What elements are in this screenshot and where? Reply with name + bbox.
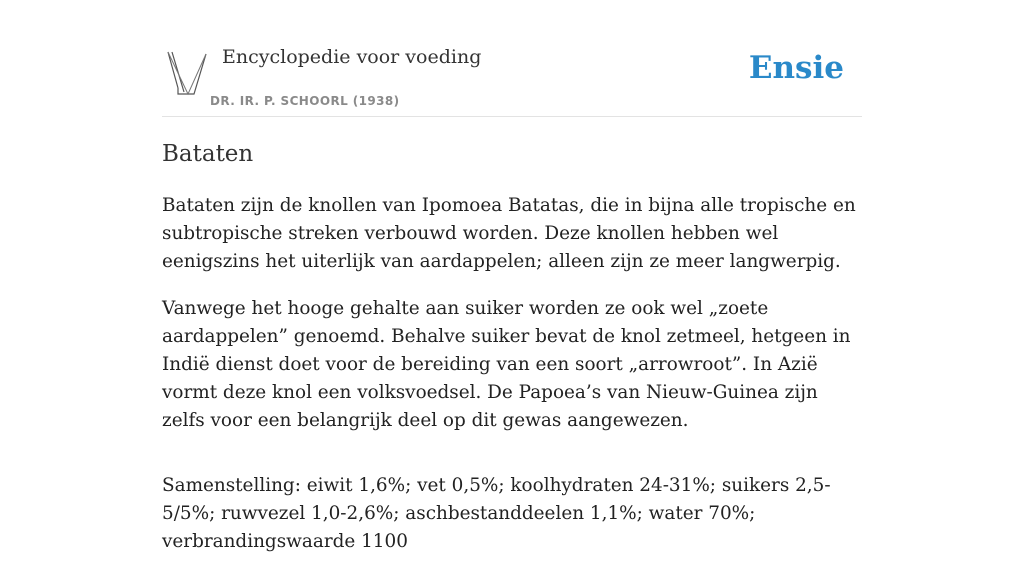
encyclopedia-logo-icon bbox=[164, 48, 210, 98]
publication-author: DR. IR. P. SCHOORL (1938) bbox=[210, 94, 400, 108]
publication-title: Encyclopedie voor voeding bbox=[222, 46, 482, 68]
header bbox=[162, 0, 862, 117]
article-paragraph: Bataten zijn de knollen van Ipomoea Batatas, die in bijna alle tropische en subtropische streken verbouwd worden. Deze knollen hebben wel eenigszins het uiterlijk van aardappelen; alleen zijn ze meer langwerpig. bbox=[162, 195, 856, 272]
article-body bbox=[162, 192, 862, 575]
article-title: Bataten bbox=[162, 141, 254, 167]
article-paragraph: Vanwege het hooge gehalte aan suiker worden ze ook wel „zoete aardappelen” genoemd. Behalve suiker bevat de knol zetmeel, hetgeen in Indië dienst doet voor de bereiding van een soort „arrowroot”. In Azië vormt deze knol een volksvoedsel. De Papoea’s van Nieuw-Guinea zijn zelfs voor een belangrijk deel op dit gewas aangewezen. bbox=[162, 298, 851, 431]
article-paragraph: Samenstelling: eiwit 1,6%; vet 0,5%; koolhydraten 24-31%; suikers 2,5-5/5%; ruwvezel 1,0-2,6%; aschbestanddeelen 1,1%; water 70%; verbrandingswaarde 1100 bbox=[162, 475, 831, 552]
page bbox=[162, 0, 862, 552]
ensie-brand-link[interactable]: Ensie bbox=[748, 50, 844, 86]
